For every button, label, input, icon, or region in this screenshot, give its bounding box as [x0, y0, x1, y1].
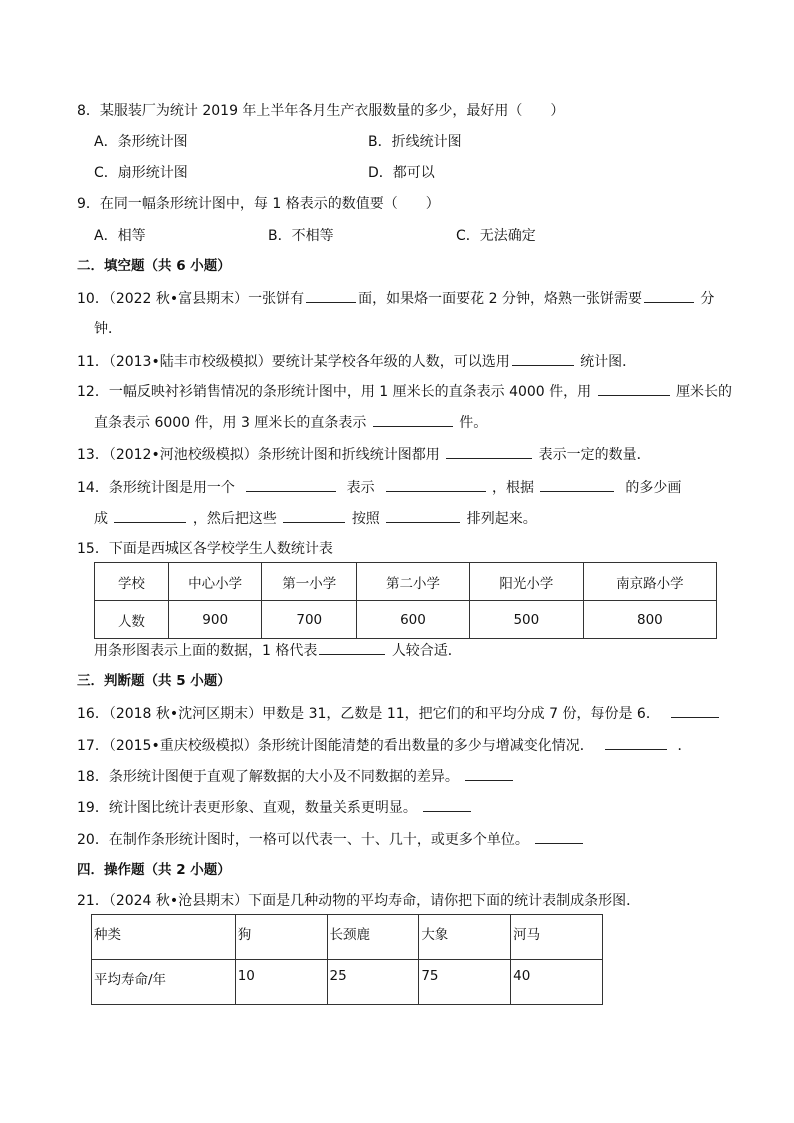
table-row	[95, 563, 717, 601]
q12-text-d: 件。	[459, 415, 488, 431]
q14-line1	[77, 477, 681, 498]
q21-stem: 21．（2024 秋•沧县期末）下面是几种动物的平均寿命，请你把下面的统计表制成条形图．	[77, 893, 641, 909]
q8-stem: 8．某服装厂为统计 2019 年上半年各月生产衣服数量的多少，最好用（ ）	[77, 103, 565, 119]
q15-stem: 15．下面是西城区各学校学生人数统计表	[77, 541, 333, 557]
table-cell: 75	[419, 960, 511, 1005]
section-true-false-heading: 三．判断题（共 5 小题）	[77, 673, 231, 689]
q14-text-h: 排列起来。	[466, 511, 537, 527]
q8-option-b: B．折线统计图	[368, 134, 462, 150]
q14-blank-3[interactable]	[540, 477, 614, 492]
q10-text-c: 分	[700, 291, 715, 307]
table-header-cell: 河马	[511, 915, 603, 960]
q14-text-e: 成	[94, 511, 108, 527]
table-header-cell: 南京路小学	[583, 563, 716, 601]
q14-line2	[94, 508, 537, 529]
q9-option-b: B．不相等	[268, 228, 334, 244]
q10-text-a: 10．（2022 秋•富县期末）一张饼有	[77, 291, 305, 307]
q18-text: 18．条形统计图便于直观了解数据的大小及不同数据的差异。	[77, 769, 459, 785]
q12-blank-2[interactable]	[373, 412, 453, 427]
q15-after-b: 人较合适．	[391, 643, 462, 659]
q16-line	[77, 703, 721, 724]
q11-text-a: 11．（2013•陆丰市校级模拟）要统计某学校各年级的人数，可以选用	[77, 354, 510, 370]
q16-text: 16．（2018 秋•沈河区期末）甲数是 31，乙数是 11，把它们的和平均分成 7 份，每份是 6．	[77, 706, 660, 722]
table-cell: 人数	[95, 601, 169, 639]
q13-text-a: 13．（2012•河池校级模拟）条形统计图和折线统计图都用	[77, 447, 440, 463]
table-cell: 平均寿命/年	[92, 960, 236, 1005]
q17-line	[77, 735, 692, 756]
q14-text-c: ，根据	[492, 480, 534, 496]
q20-blank[interactable]	[535, 829, 583, 844]
q14-text-d: 的多少画	[625, 480, 682, 496]
q12-blank-1[interactable]	[598, 381, 670, 396]
q12-text-c: 直条表示 6000 件，用 3 厘米长的直条表示	[94, 415, 367, 431]
q20-text: 20．在制作条形统计图时，一格可以代表一、十、几十，或更多个单位。	[77, 832, 529, 848]
q14-blank-1[interactable]	[246, 477, 336, 492]
table-cell: 700	[262, 601, 357, 639]
table-cell: 500	[469, 601, 583, 639]
q14-blank-5[interactable]	[283, 508, 345, 523]
q13-text-b: 表示一定的数量．	[538, 447, 651, 463]
table-header-cell: 阳光小学	[469, 563, 583, 601]
q12-line1	[77, 381, 732, 402]
q12-text-b: 厘米长的	[676, 384, 733, 400]
q18-line	[77, 766, 515, 787]
q14-blank-6[interactable]	[386, 508, 460, 523]
q13-line	[77, 444, 651, 465]
q19-text: 19．统计图比统计表更形象、直观，数量关系更明显。	[77, 800, 417, 816]
q14-blank-4[interactable]	[114, 508, 186, 523]
q13-blank[interactable]	[446, 444, 532, 459]
q10-blank-1[interactable]	[306, 288, 356, 303]
q21-table	[91, 914, 603, 1005]
q12-text-a: 12．一幅反映衬衫销售情况的条形统计图中，用 1 厘米长的直条表示 4000 件，用	[77, 384, 592, 400]
table-header-cell: 长颈鹿	[327, 915, 419, 960]
q12-line2	[94, 412, 487, 433]
table-header-cell: 第二小学	[357, 563, 470, 601]
section-fill-in-heading: 二．填空题（共 6 小题）	[77, 258, 231, 274]
q14-text-a: 14．条形统计图是用一个	[77, 480, 235, 496]
q15-after	[94, 640, 462, 661]
table-header-cell: 中心小学	[168, 563, 262, 601]
q11-line	[77, 351, 636, 372]
q9-option-a: A．相等	[94, 228, 146, 244]
q10-text-b: 面，如果烙一面要花 2 分钟，烙熟一张饼需要	[358, 291, 642, 307]
q19-blank[interactable]	[423, 797, 471, 812]
table-header-cell: 第一小学	[262, 563, 357, 601]
table-cell: 25	[327, 960, 419, 1005]
q10-line1	[77, 288, 714, 309]
q17-text-a: 17．（2015•重庆校级模拟）条形统计图能清楚的看出数量的多少与增减变化情况．	[77, 738, 594, 754]
table-row	[92, 915, 603, 960]
q14-blank-2[interactable]	[386, 477, 486, 492]
table-header-cell: 大象	[419, 915, 511, 960]
q11-blank[interactable]	[512, 351, 574, 366]
table-cell: 10	[235, 960, 327, 1005]
q10-line2: 钟．	[94, 321, 122, 337]
q8-option-d: D．都可以	[368, 165, 435, 181]
q14-text-g: 按照	[351, 511, 380, 527]
q16-blank[interactable]	[671, 703, 719, 718]
q15-table	[94, 562, 717, 639]
q20-line	[77, 829, 585, 850]
q15-after-a: 用条形图表示上面的数据，1 格代表	[94, 643, 318, 659]
q8-option-c: C．扇形统计图	[94, 165, 188, 181]
table-row	[92, 960, 603, 1005]
table-header-cell: 种类	[92, 915, 236, 960]
q19-line	[77, 797, 473, 818]
q14-text-b: 表示	[346, 480, 375, 496]
q18-blank[interactable]	[465, 766, 513, 781]
q11-text-b: 统计图．	[580, 354, 637, 370]
q10-blank-2[interactable]	[644, 288, 694, 303]
table-header-cell: 狗	[235, 915, 327, 960]
table-cell: 900	[168, 601, 262, 639]
table-row	[95, 601, 717, 639]
table-cell: 800	[583, 601, 716, 639]
section-operation-heading: 四．操作题（共 2 小题）	[77, 862, 231, 878]
q15-blank[interactable]	[319, 640, 385, 655]
table-header-cell: 学校	[95, 563, 169, 601]
table-cell: 600	[357, 601, 470, 639]
q14-text-f: ，然后把这些	[192, 511, 277, 527]
q8-option-a: A．条形统计图	[94, 134, 188, 150]
table-cell: 40	[511, 960, 603, 1005]
q9-stem: 9．在同一幅条形统计图中，每 1 格表示的数值要（ ）	[77, 196, 440, 212]
q17-blank[interactable]	[605, 735, 667, 750]
q9-option-c: C．无法确定	[456, 228, 536, 244]
q17-text-b: ．	[677, 738, 692, 754]
